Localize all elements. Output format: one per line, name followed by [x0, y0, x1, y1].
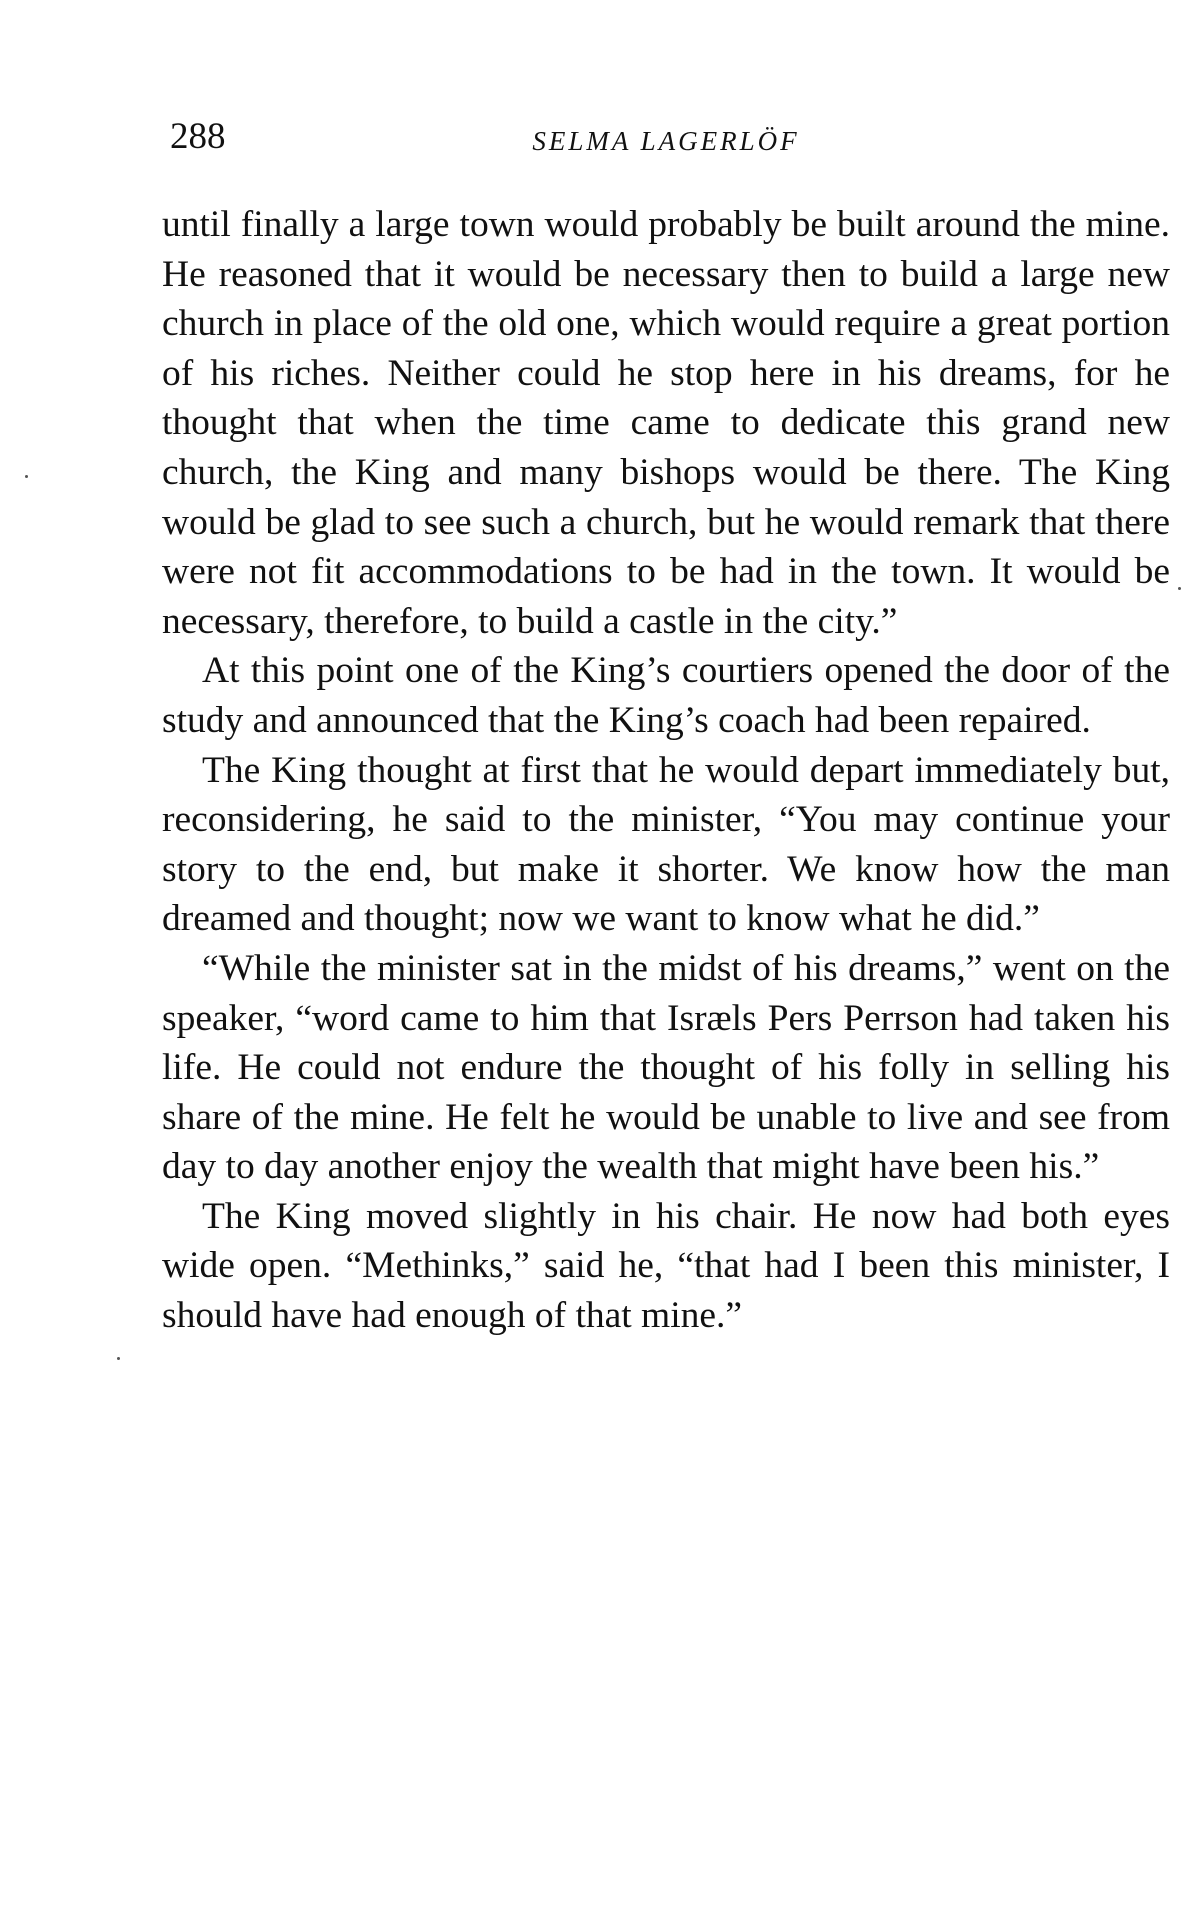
paper-speck — [117, 1357, 120, 1360]
running-head — [162, 112, 1170, 162]
paragraph: At this point one of the King’s courtiers opened the door of the study and announced that the King’s coach had been repaired. — [162, 650, 1170, 741]
paragraph: The King thought at first that he would depart immediately but, reconsidering, he said to the minister, “You may continue your story to the end, but make it shorter. We know how the man dreamed and thought; now we want to know what he did.” — [162, 749, 1170, 940]
running-head-author: SELMA LAGERLÖF — [532, 126, 800, 156]
paper-speck — [1178, 587, 1181, 590]
paragraph: “While the minister sat in the midst of his dreams,” went on the speaker, “word came to him that Isræls Pers Perrson had taken his life. He could not endure the thought of his folly in selling his share of the mine. He felt he would be unable to live and see from day to day another enjoy the wealth that might have been his.” — [162, 947, 1170, 1188]
paragraph-continuation: until finally a large town would probably be built around the mine. He reasoned that it would be necessary then to build a large new church in place of the old one, which would require a great portion of his riches. Neither could he stop here in his dreams, for he thought that when the time came to dedicate this grand new church, the King and many bishops would be there. The King would be glad to see such a church, but he would remark that there were not fit accommodations to be had in the town. It would be necessary, therefore, to build a castle in the city.” — [162, 204, 1170, 642]
paper-speck — [25, 475, 28, 478]
page-number: 288 — [170, 116, 226, 157]
body-text — [162, 200, 1170, 1341]
paragraph: The King moved slightly in his chair. He now had both eyes wide open. “Methinks,” said he, “that had I been this minister, I should have had enough of that mine.” — [162, 1195, 1170, 1337]
